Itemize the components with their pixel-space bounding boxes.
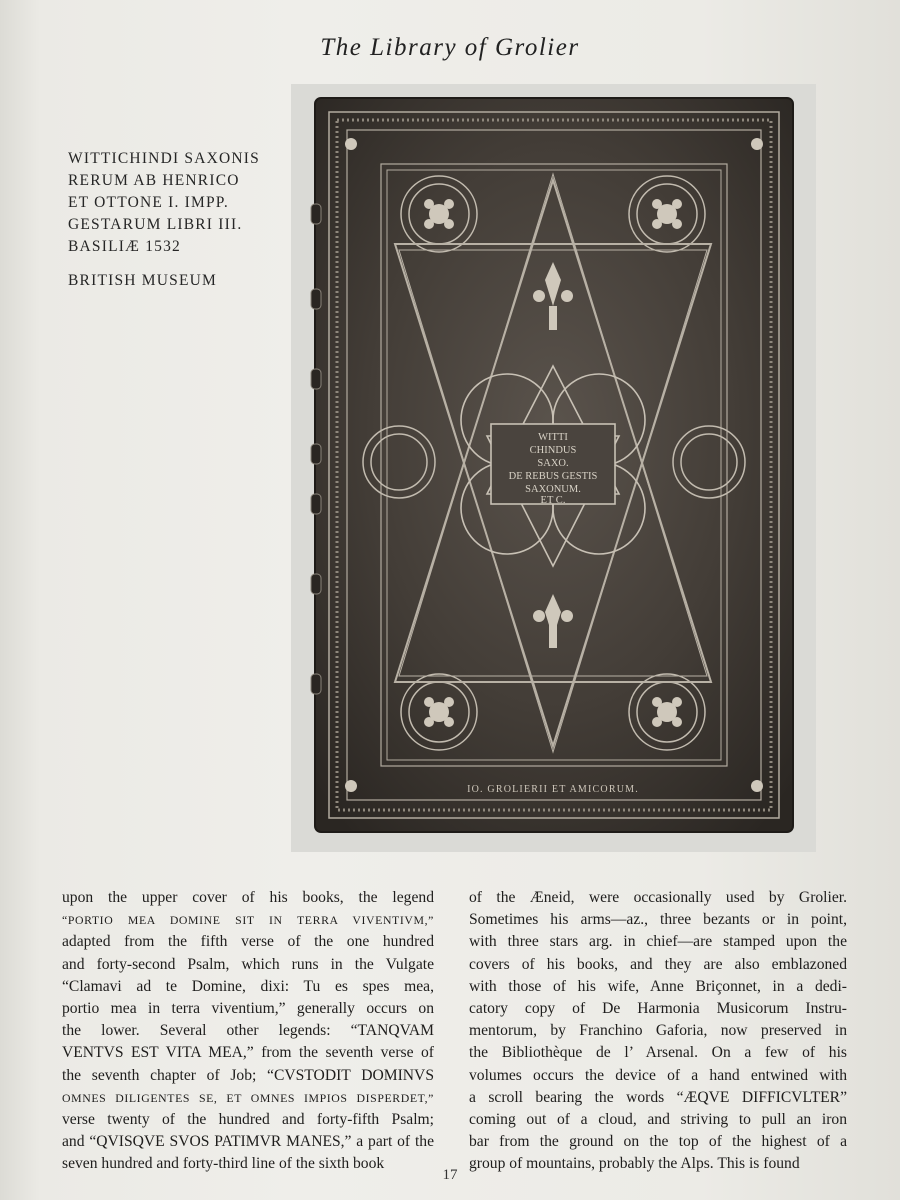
text-line: the lower. Several other legends: “TANQVAM (62, 1022, 434, 1040)
text-column-left (62, 887, 434, 1176)
text-line: volumes occurs the device of a hand entwined with (469, 1066, 847, 1084)
text-line: seven hundred and forty-third line of the sixth book (62, 1155, 385, 1173)
cover-title-line: SAXO. (537, 458, 569, 469)
cover-motto: IO. GROLIERII ET AMICORUM. (467, 784, 639, 795)
binding-photograph (291, 84, 816, 852)
cover-title-line: CHINDUS (529, 445, 577, 456)
page-number: 17 (442, 1167, 458, 1183)
text-line: and “QVISQVE SVOS PATIMVR MANES,” a part of the (62, 1133, 434, 1151)
text-column-right (469, 887, 847, 1176)
caption-line: GESTARUM LIBRI III. (68, 216, 243, 233)
text-line: portio mea in terra viventium,” generally occurs on (62, 1000, 434, 1018)
cover-title-line: DE REBUS GESTIS (508, 471, 598, 482)
text-line: with those of his wife, Anne Briçonnet, in a dedi- (469, 977, 847, 995)
plate-caption (68, 148, 278, 292)
text-line: Sometimes his arms—az., three bezants or in point, (469, 911, 847, 929)
text-line: covers of his books, and they are also emblazoned (469, 955, 847, 973)
text-line: adapted from the fifth verse of the one hundred (62, 933, 434, 951)
running-head: The Library of Grolier (320, 34, 580, 61)
text-line: “Clamavi ad te Domine, dixi: Tu es spes mea, (62, 977, 434, 995)
text-line: mentorum, by Franchino Gaforia, now preserved in (469, 1022, 847, 1040)
caption-line: WITTICHINDI SAXONIS (68, 150, 260, 167)
text-line: the Bibliothèque de l’ Arsenal. On a few of his (469, 1044, 847, 1062)
text-line: “PORTIO MEA DOMINE SIT IN TERRA VIVENTIVM,” (62, 913, 434, 928)
text-line: catory copy of De Harmonia Musicorum Instru- (469, 1000, 847, 1018)
text-line: coming out of a cloud, and striving to pull an iron (469, 1111, 847, 1129)
cover-title-line: ET C. (540, 495, 566, 506)
caption-line: BASILIÆ 1532 (68, 238, 182, 255)
text-line: verse twenty of the hundred and forty-fifth Psalm; (62, 1111, 434, 1129)
text-line: the seventh chapter of Job; “CVSTODIT DOMINVS (62, 1066, 434, 1084)
text-line: of the Æneid, were occasionally used by Grolier. (469, 889, 847, 906)
book-cover-illustration (291, 84, 816, 852)
caption-line: ET OTTONE I. IMPP. (68, 194, 229, 211)
text-line: group of mountains, probably the Alps. This is found (469, 1155, 800, 1173)
cover-title-line: WITTI (538, 432, 568, 443)
cover-title-line: SAXONUM. (525, 484, 581, 495)
text-line: a scroll bearing the words “ÆQVE DIFFICVLTER” (469, 1088, 847, 1106)
text-line: with three stars arg. in chief—are stamped upon the (469, 933, 847, 951)
caption-location: BRITISH MUSEUM (68, 272, 217, 289)
text-line: OMNES DILIGENTES SE, ET OMNES IMPIOS DISPERDET,” (62, 1090, 434, 1105)
caption-line: RERUM AB HENRICO (68, 172, 240, 189)
text-line: bar from the ground on the top of the highest of a (469, 1133, 847, 1151)
text-line: upon the upper cover of his books, the legend (62, 889, 434, 906)
text-line: VENTVS EST VITA MEA,” from the seventh verse of (62, 1044, 434, 1062)
text-line: and forty-second Psalm, which runs in the Vulgate (62, 955, 434, 973)
